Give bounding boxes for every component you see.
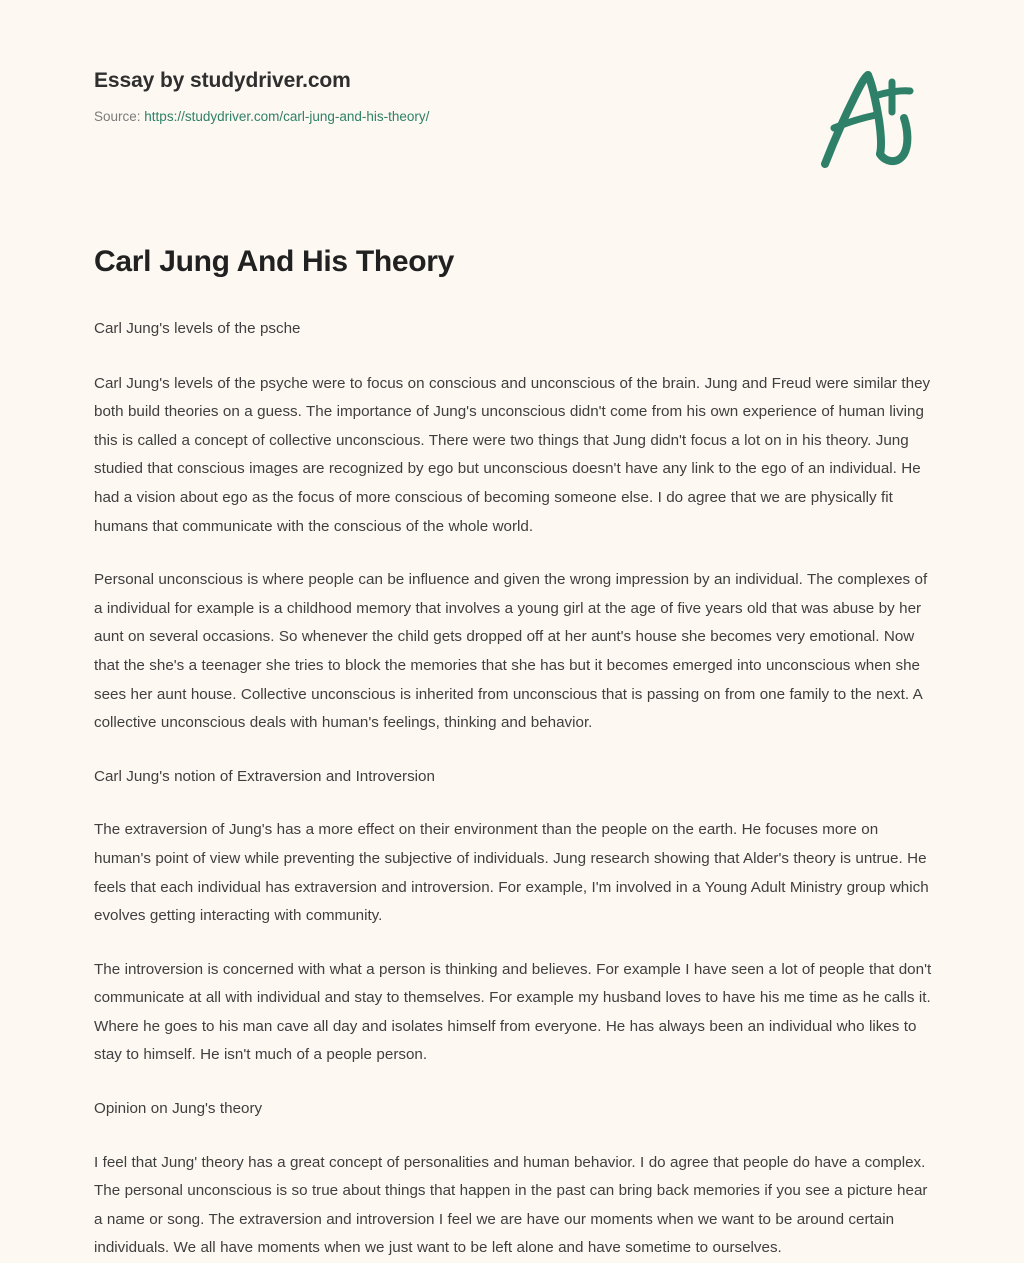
paragraph-1: Carl Jung's levels of the psyche were to focus on conscious and unconscious of the brain. Jung and Freud were similar they both build theories on a guess. The importance of Jung's unconscious didn't come from his own experience of human living this is called a concept of collective unconscious. There were two things that Jung didn't focus a lot on in his theory. Jung studied that conscious images are recognized by ego but unconscious doesn't have any link to the ego of an individual. He had a vision about ego as the focus of more conscious of becoming someone else. I do agree that we are physically fit humans that communicate with the conscious of the whole world. <box>94 374 931 535</box>
paragraph-4: The introversion is concerned with what a person is thinking and believes. For example I have seen a lot of people that don't communicate at all with individual and stay to themselves. For example my husband loves to have his me time as he calls it. Where he goes to his man cave all day and isolates himself from everyone. He has always been an individual who likes to stay to himself. He isn't much of a people person. <box>94 960 932 1064</box>
paragraph-3: The extraversion of Jung's has a more effect on their environment than the people on the earth. He focuses more on human's point of view while preventing the subjective of individuals. Jung research showing that Alder's theory is untrue. He feels that each individual has extraversion and introversion. For example, I'm involved in a Young Adult Ministry group which evolves getting interacting with community. <box>94 821 929 925</box>
source-label: Source: <box>94 109 141 124</box>
brand-title: Essay by studydriver.com <box>94 69 351 92</box>
page-header <box>0 0 1024 200</box>
paragraph-5: I feel that Jung' theory has a great concept of personalities and human behavior. I do agree that people do have a complex. The personal unconscious is so true about things that happen in the past can bring back memories if you see a picture hear a name or song. The extraversion and introversion I feel we are have our moments when we want to be around certain individuals. We all have moments when we just want to be left alone and have sometime to ourselves. <box>94 1153 928 1257</box>
paragraph-2: Personal unconscious is where people can be influence and given the wrong impression by an individual. The complexes of a individual for example is a childhood memory that involves a young girl at the age of five years old that was abuse by her aunt on several occasions. So whenever the child gets dropped off at her aunt's house she becomes very emotional. Now that the she's a teenager she tries to block the memories that she has but it becomes emerged into unconscious when she sees her aunt house. Collective unconscious is inherited from unconscious that is passing on from one family to the next. A collective unconscious deals with human's feelings, thinking and behavior. <box>94 571 928 732</box>
paragraph-subheading-2: Carl Jung's notion of Extraversion and Introversion <box>94 767 435 785</box>
a-plus-logo <box>812 66 924 170</box>
paragraph-subheading-3: Opinion on Jung's theory <box>94 1100 263 1118</box>
source-line <box>94 108 429 126</box>
source-url-link[interactable]: https://studydriver.com/carl-jung-and-his-theory/ <box>144 109 430 124</box>
article-body <box>94 243 934 1263</box>
brand-block <box>94 68 429 126</box>
a-plus-logo-icon <box>812 66 924 170</box>
page-title: Carl Jung And His Theory <box>94 245 455 278</box>
paragraph-subheading-1: Carl Jung's levels of the psche <box>94 320 301 337</box>
